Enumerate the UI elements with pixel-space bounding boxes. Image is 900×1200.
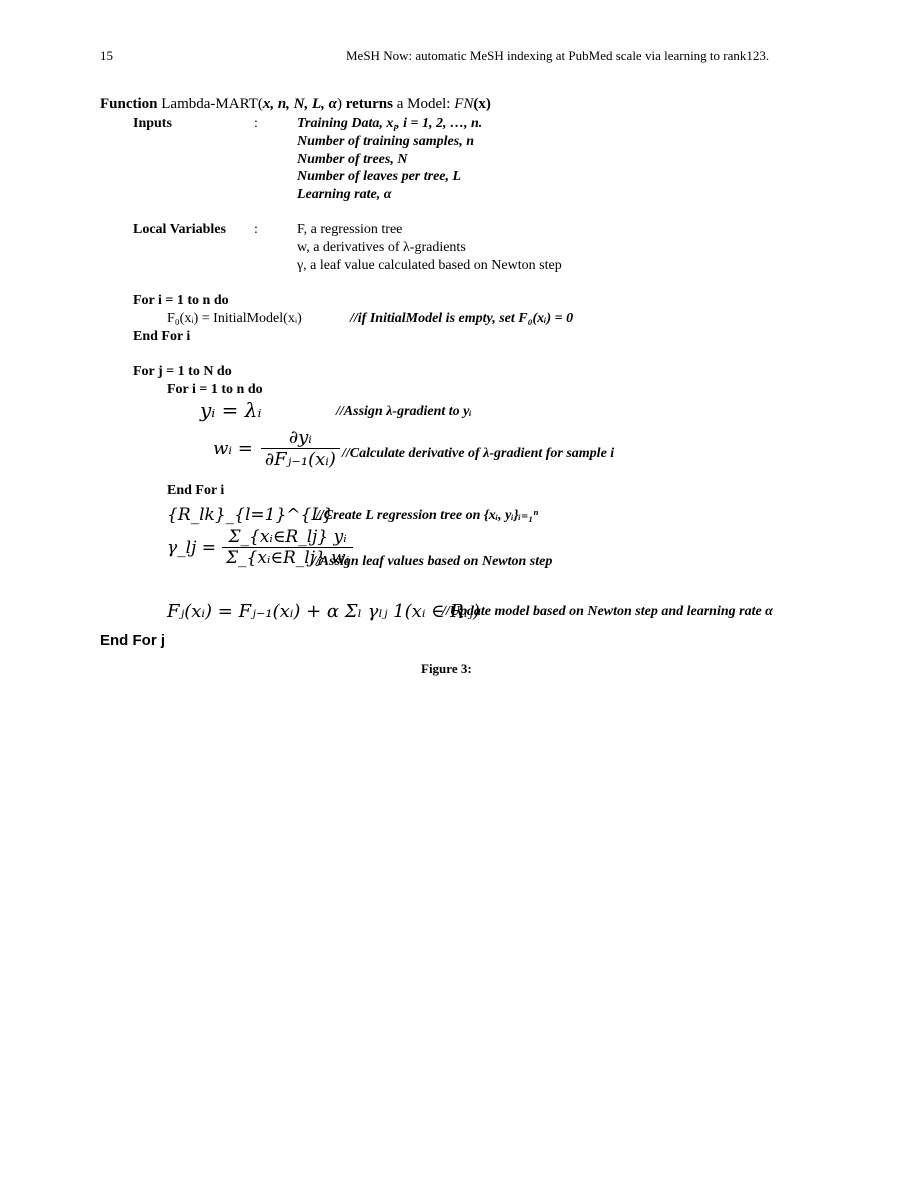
algorithm-signature <box>100 96 491 113</box>
local-variables-label: Local Variables <box>133 222 226 237</box>
tree-comment: //Create L regression tree on {xᵢ, yᵢ}ᵢ₌₁ⁿ <box>316 508 539 523</box>
w-comment: //Calculate derivative of λ-gradient for sample i <box>342 446 615 461</box>
assign-comment: //Assign λ-gradient to yᵢ <box>336 404 472 419</box>
inputs-label: Inputs <box>133 116 172 131</box>
tree-formula: {R_lk}_{l=1}^{L} <box>167 505 334 525</box>
running-title: MeSH Now: automatic MeSH indexing at PubMed scale via learning to rank123. <box>346 48 770 63</box>
outer-for: For j = 1 to N do <box>133 364 232 379</box>
model-text: a Model: <box>396 96 451 112</box>
outer-end: End For j <box>100 632 165 649</box>
inputs-line-5: Learning rate, α <box>297 187 392 202</box>
model-arg: (x) <box>473 96 491 112</box>
inputs-line-3: Number of trees, N <box>297 152 408 167</box>
init-body: F₀(xᵢ) = InitialModel(xᵢ) <box>167 311 302 326</box>
inputs-colon: : <box>254 116 258 131</box>
inputs-line-1: Training Data, $x_i$, i = 1, 2, …, n. <box>297 116 483 134</box>
update-formula: Fⱼ(xᵢ) = Fⱼ₋₁(xᵢ) + α Σₗ γₗⱼ 1(xᵢ ∈ Rₗⱼ) <box>167 601 480 622</box>
inputs-line-4: Number of leaves per tree, L <box>297 169 462 184</box>
gamma-lhs: γ_lj = <box>167 537 217 558</box>
gamma-numerator: Σ_{xᵢ∈R_lj} yᵢ <box>228 527 347 547</box>
w-numerator: ∂yᵢ <box>288 427 312 448</box>
w-lhs: wᵢ = <box>213 438 253 459</box>
inputs-line-2: Number of training samples, n <box>297 134 474 149</box>
inner-end: End For i <box>167 483 225 498</box>
update-comment: //Update model based on Newton step and learning rate α <box>442 604 773 619</box>
figure-caption: Figure 3: <box>421 661 472 676</box>
keyword-function: Function <box>100 96 158 112</box>
local-var-line-2: w, a derivatives of λ-gradients <box>297 240 466 255</box>
local-variables-colon: : <box>254 222 258 237</box>
gamma-comment: //Assign leaf values based on Newton step <box>312 554 553 569</box>
page-number: 15 <box>100 48 113 63</box>
function-close: ) <box>336 96 342 112</box>
init-end: End For i <box>133 329 191 344</box>
function-params: x, n, N, L, α <box>262 96 337 112</box>
init-for: For i = 1 to n do <box>133 293 229 308</box>
assign-formula: yᵢ = λᵢ <box>200 398 262 422</box>
local-var-line-1: F, a regression tree <box>297 222 403 237</box>
w-denominator: ∂Fⱼ₋₁(xᵢ) <box>264 449 336 470</box>
function-name: Lambda-MART( <box>161 96 263 112</box>
keyword-returns: returns <box>345 96 393 112</box>
model-fn: FN <box>454 96 474 112</box>
inner-for: For i = 1 to n do <box>167 382 263 397</box>
init-comment: //if InitialModel is empty, set F₀(xᵢ) = 0 <box>350 311 574 326</box>
w-formula <box>213 427 340 470</box>
gamma-denominator: Σ_{xᵢ∈R_lj} wᵢ <box>226 548 350 568</box>
local-var-line-3: γ, a leaf value calculated based on Newton step <box>297 258 562 273</box>
w-fraction <box>261 427 340 470</box>
